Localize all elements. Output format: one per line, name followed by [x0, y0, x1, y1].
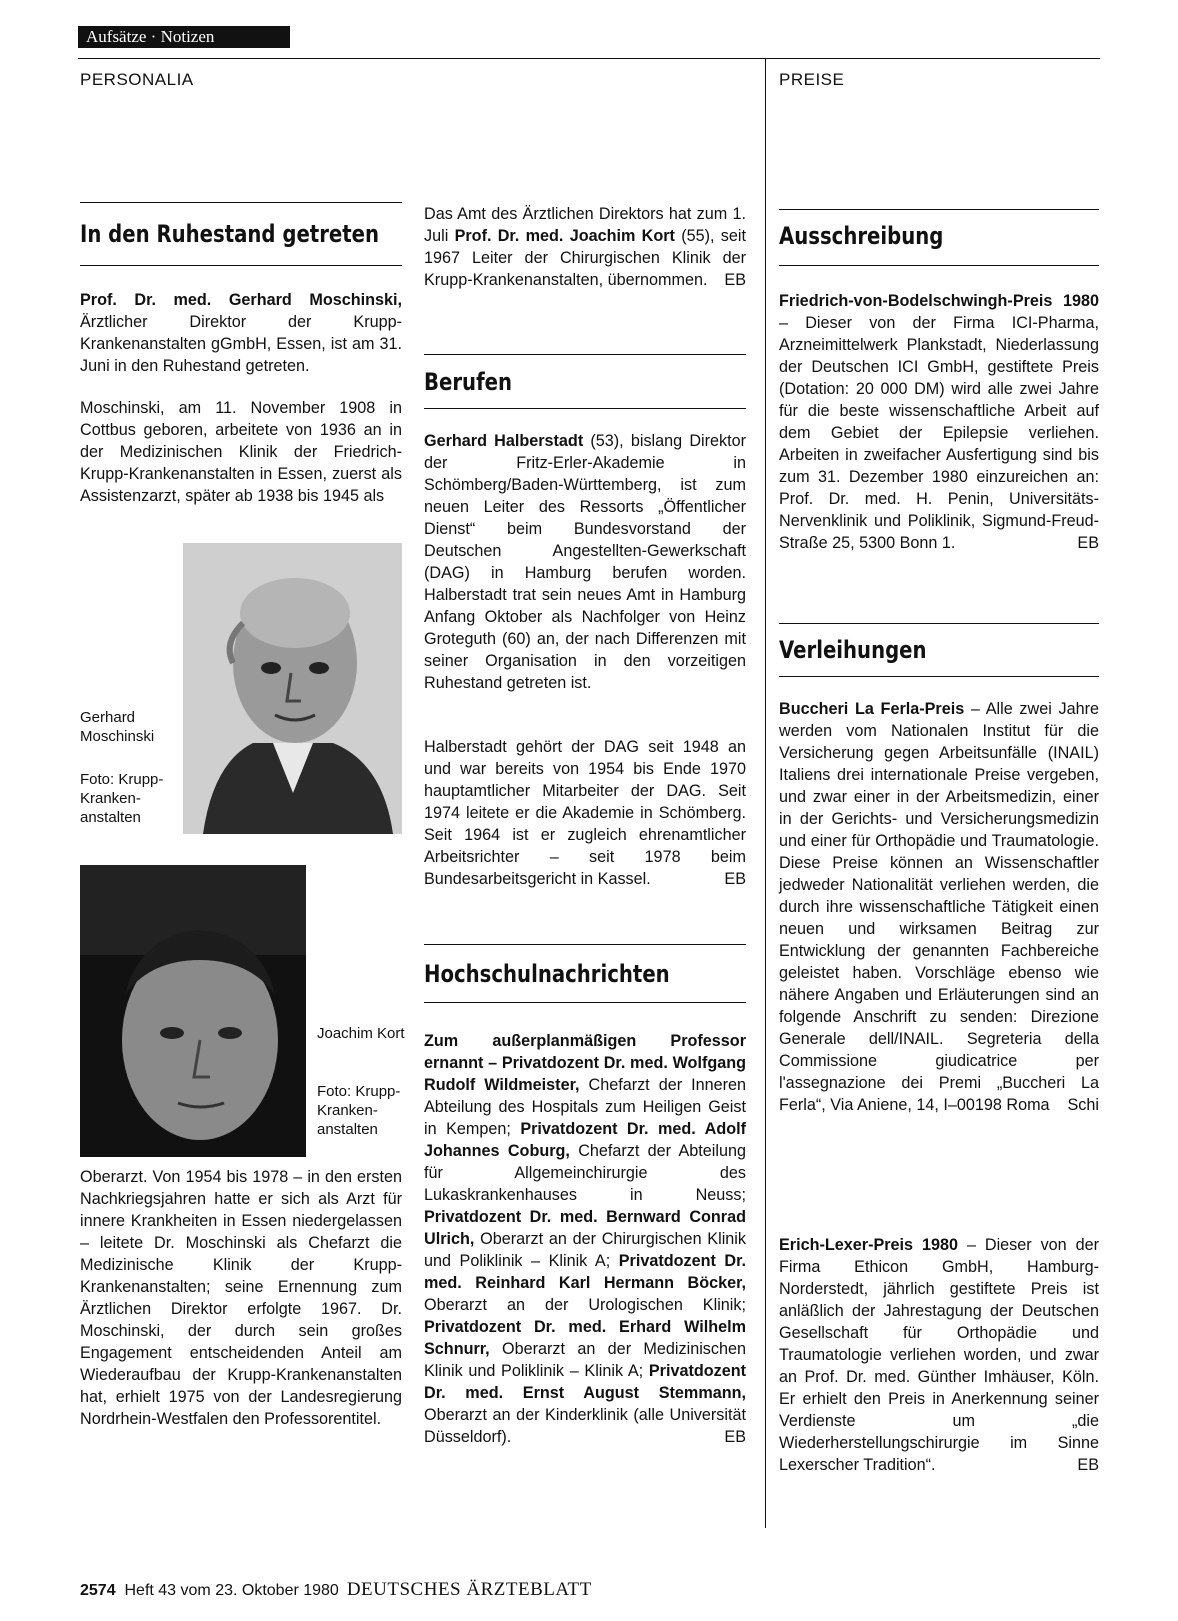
author-initials: EB: [724, 1428, 746, 1446]
heading-rule-bottom: [424, 1002, 746, 1003]
heading-rule-bottom: [424, 408, 746, 409]
column-divider: [765, 58, 766, 1528]
article-halberstadt: [424, 430, 746, 694]
prize-name: Friedrich-von-Bodelschwingh-Preis 1980: [779, 292, 1099, 310]
heading-ruhestand: In den Ruhestand getreten: [80, 220, 380, 248]
paragraph-text: (53), bislang Direktor der Fritz-Erler-Akademie in Schömberg/Baden-Württemberg, ist zum neuen Leiter des Ressorts „Öffentlicher Dienst“ beim Bundesvorstand der Deutschen Angestellten-Gewerkschaft (DAG) in Hamburg berufen worden. Halberstadt trat sein neues Amt in Hamburg Anfang Oktober als Nachfolger von Heinz Groteguth (60) an, der nach Differenzen mit seiner Organisation in den vorzeitigen Ruhestand getreten ist.: [424, 432, 746, 692]
article-moschinski-intro: [80, 289, 402, 377]
article-moschinski-career: Oberarzt. Von 1954 bis 1978 – in den ersten Nachkriegsjahren hatte er sich als Arzt für innere Krankheiten in Essen niedergelassen – leitete Dr. Moschinski als Chefarzt die Medizinische Klinik der Krupp-Krankenanstalten; seine Ernennung zum Ärztlichen Direktor erfolgte 1967. Dr. Moschinski, der durch sein großes Engagement entscheidenden Anteil am Wiederaufbau der Krupp-Krankenanstalten hat, erhielt 1975 von der Landesregierung Nordrhein-Westfalen den Professorentitel.: [80, 1168, 402, 1428]
page-number: 2574: [80, 1582, 116, 1599]
person-name: Privatdozent Dr. med. Reinhard Karl Hermann Böcker,: [424, 1252, 746, 1292]
person-name: Privatdozent Dr. med. Ernst August Stemmann,: [424, 1362, 746, 1402]
paragraph-text: – Dieser von der Firma ICI-Pharma, Arzneimittelwerk Plankstadt, Niederlassung der Deutschen ICI GmbH, gestiftete Preis (Dotation: 20 000 DM) wird alle zwei Jahre für die beste wissenschaftliche Arbeit auf dem Gebiet der Epilepsie verliehen. Arbeiten in zweifacher Ausfertigung sind bis zum 31. Dezember 1980 einzureichen an: Prof. Dr. med. H. Penin, Universitäts-Nervenklinik und Poliklinik, Sigmund-Freud-Straße 25, 5300 Bonn 1.: [779, 314, 1099, 552]
person-name: Privatdozent Dr. med. Bernward Conrad Ulrich,: [424, 1208, 746, 1248]
top-divider: [78, 58, 1100, 59]
paragraph-text: – Dieser von der Firma Ethicon GmbH, Hamburg-Norderstedt, jährlich gestiftete Preis ist anläßlich der Jahrestagung der Deutschen Gesellschaft für Orthopädie und Traumatologie verliehen worden, und zwar an Prof. Dr. med. Günther Imhäuser, Köln. Er erhielt den Preis in Anerkennung seiner Verdienste um „die Wiederherstellungschirurgie im Sinne Lexerscher Tradition“.: [779, 1236, 1100, 1474]
paragraph-text: Halberstadt gehört der DAG seit 1948 an und war bereits von 1954 bis Ende 1970 hauptamtlicher Mitarbeiter der DAG. Seit 1974 leitete er die Akademie in Schömberg. Seit 1964 ist er zugleich ehrenamtlicher Arbeitsrichter – seit 1978 beim Bundesarbeitsgericht in Kassel.: [424, 738, 746, 888]
paragraph-text: – Alle zwei Jahre werden vom Nationalen Institut für die Versicherung gegen Arbeitsunfälle (INAIL) Italiens drei internationale Preise vergeben, und zwar einer in der Arbeitsmedizin, einer in der Gerichts- und Versicherungsmedizin und einer für Orthopädie und Traumatologie. Diese Preise können an Wissenschaftler jedweder Nationalität verliehen werden, die durch ihre wissenschaftliche Tätigkeit einen neuen und wirksamen Beitrag zur Entwicklung der genannten Fachbereiche geleistet haben. Vorschläge ebenso wie nähere Angaben und Erläuterungen sind an folgende Anschrift zu senden: Direzione Generale dell/INAIL. Segreteria della Commissione giudicatrice per l'assegnazione dei Premi „Buccheri La Ferla“, Via Aniene, 14, I–00198 Roma: [779, 700, 1099, 1114]
photo-gerhard-moschinski: [183, 543, 402, 834]
prize-name: Buccheri La Ferla-Preis: [779, 700, 965, 718]
personalia-label: PERSONALIA: [80, 70, 194, 89]
heading-berufen: Berufen: [424, 368, 512, 396]
article-moschinski-bio: Moschinski, am 11. November 1908 in Cottbus geboren, arbeitete von 1936 an in der Medizinischen Klinik der Friedrich-Krupp-Krankenanstalten in Essen, zuerst als Assistenzarzt, später ab 1938 bis 1945 als: [80, 399, 402, 505]
heading-rule-bottom: [779, 676, 1099, 677]
heading-rule-top: [424, 354, 746, 355]
heading-verleihungen: Verleihungen: [779, 636, 927, 664]
article-kort: [424, 203, 746, 291]
photo2-caption-name: Joachim Kort: [317, 1025, 405, 1042]
magazine-name: DEUTSCHES ÄRZTEBLATT: [346, 1579, 592, 1600]
author-initials: EB: [724, 870, 746, 888]
heading-rule-top: [779, 209, 1099, 210]
appointment-heading: Zum außerplanmäßigen Professor ernannt – Privatdozent Dr. med. Wolfgang Rudolf Wildmeister,: [424, 1032, 746, 1094]
paragraph-text: Chefarzt der Abteilung für Allgemeinchirurgie des Lukaskrankenhauses in Neuss;: [424, 1142, 746, 1204]
section-tag: Aufsätze · Notizen: [78, 26, 290, 48]
paragraph-text: Das Amt des Ärztlichen Direktors hat zum 1. Juli: [424, 205, 746, 245]
person-name: Gerhard Halberstadt: [424, 432, 584, 450]
heading-ausschreibung: Ausschreibung: [779, 222, 944, 250]
author-initials: EB: [724, 271, 746, 289]
paragraph-text: Chefarzt der Inneren Abteilung des Hospitals zum Heiligen Geist in Kempen;: [424, 1076, 747, 1138]
preise-label: PREISE: [779, 70, 845, 89]
paragraph-text: Ärztlicher Direktor der Krupp-Krankenanstalten gGmbH, Essen, ist am 31. Juni in den Ruhestand getreten.: [80, 313, 402, 375]
photo1-caption-credit: Foto: Krupp-Kranken-anstalten: [80, 771, 164, 826]
heading-rule-top: [779, 623, 1099, 624]
person-name: Prof. Dr. med. Joachim Kort: [454, 227, 675, 245]
photo-joachim-kort: [80, 865, 306, 1157]
author-initials: Schi: [1067, 1096, 1099, 1114]
person-name: Privatdozent Dr. med. Erhard Wilhelm Schnurr,: [424, 1318, 746, 1358]
heading-rule-top: [424, 944, 746, 945]
heading-rule-top: [80, 202, 402, 203]
person-name: Prof. Dr. med. Gerhard Moschinski,: [80, 291, 402, 309]
photo1-caption-name: Gerhard Moschinski: [80, 709, 155, 745]
paragraph-text: (55), seit 1967 Leiter der Chirurgischen Klinik der Krupp-Krankenanstalten, übernommen.: [424, 227, 746, 289]
heading-rule-bottom: [779, 265, 1099, 266]
heading-hochschulnachrichten: Hochschulnachrichten: [424, 960, 670, 988]
author-initials: EB: [1077, 1456, 1099, 1474]
article-halberstadt-bio: [424, 736, 746, 890]
paragraph-text: Oberarzt an der Chirurgischen Klinik und Poliklinik – Klinik A;: [424, 1230, 746, 1270]
person-name: Privatdozent Dr. med. Adolf Johannes Coburg,: [424, 1120, 746, 1160]
article-bodelschwingh-preis: [779, 290, 1099, 554]
article-hochschulnachrichten: [424, 1030, 746, 1448]
photo2-caption-credit: Foto: Krupp-Kranken-anstalten: [317, 1083, 401, 1138]
paragraph-text: Oberarzt an der Medizinischen Klinik und Poliklinik – Klinik A;: [424, 1340, 746, 1380]
paragraph-text: Oberarzt an der Urologischen Klinik;: [424, 1296, 746, 1314]
heading-rule-bottom: [80, 265, 402, 266]
article-buccheri-preis: [779, 698, 1099, 1116]
page-footer: [80, 1579, 592, 1601]
author-initials: EB: [1077, 534, 1099, 552]
paragraph-text: Oberarzt an der Kinderklinik (alle Universität Düsseldorf).: [424, 1406, 746, 1446]
article-lexer-preis: [779, 1234, 1099, 1476]
prize-name: Erich-Lexer-Preis 1980: [779, 1236, 959, 1254]
issue-info: Heft 43 vom 23. Oktober 1980: [124, 1582, 339, 1599]
